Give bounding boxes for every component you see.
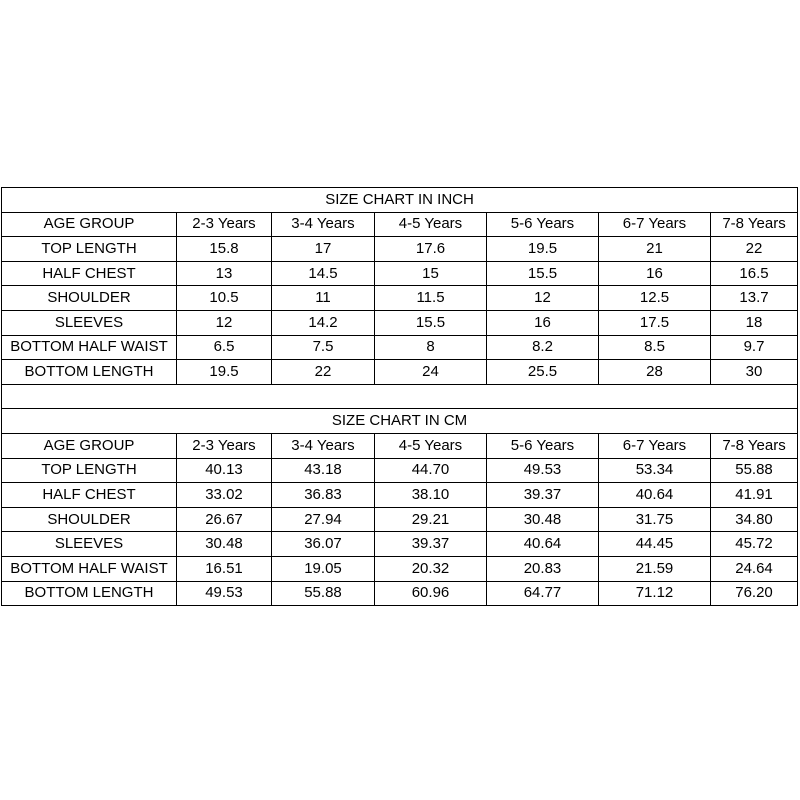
inch-value-cell: 8.2 (487, 335, 599, 360)
cm-value-cell: 60.96 (375, 581, 487, 606)
inch-row-label: HALF CHEST (2, 261, 177, 286)
inch-value-cell: 14.2 (272, 310, 375, 335)
cm-value-cell: 20.83 (487, 556, 599, 581)
inch-header-age: 6-7 Years (599, 212, 711, 237)
inch-value-cell: 15.5 (375, 310, 487, 335)
cm-value-cell: 20.32 (375, 556, 487, 581)
inch-value-cell: 11 (272, 286, 375, 311)
cm-value-cell: 34.80 (711, 507, 798, 532)
cm-header-age: 5-6 Years (487, 433, 599, 458)
inch-value-cell: 17.5 (599, 310, 711, 335)
inch-value-cell: 13 (177, 261, 272, 286)
inch-value-cell: 11.5 (375, 286, 487, 311)
inch-value-cell: 24 (375, 360, 487, 385)
cm-value-cell: 49.53 (177, 581, 272, 606)
cm-header-age: 2-3 Years (177, 433, 272, 458)
cm-table-row (2, 532, 798, 557)
cm-value-cell: 26.67 (177, 507, 272, 532)
inch-row-label: TOP LENGTH (2, 237, 177, 262)
inch-value-cell: 19.5 (487, 237, 599, 262)
cm-value-cell: 76.20 (711, 581, 798, 606)
cm-value-cell: 16.51 (177, 556, 272, 581)
inch-table-row (2, 261, 798, 286)
cm-value-cell: 40.13 (177, 458, 272, 483)
cm-value-cell: 53.34 (599, 458, 711, 483)
spacer-cell (2, 384, 798, 409)
cm-row-label: TOP LENGTH (2, 458, 177, 483)
cm-value-cell: 40.64 (487, 532, 599, 557)
inch-header-row (2, 212, 798, 237)
cm-value-cell: 21.59 (599, 556, 711, 581)
cm-table-row (2, 507, 798, 532)
inch-value-cell: 28 (599, 360, 711, 385)
inch-value-cell: 16 (487, 310, 599, 335)
inch-header-age: 5-6 Years (487, 212, 599, 237)
cm-header-label: AGE GROUP (2, 433, 177, 458)
cm-value-cell: 39.37 (375, 532, 487, 557)
cm-value-cell: 36.07 (272, 532, 375, 557)
inch-value-cell: 6.5 (177, 335, 272, 360)
inch-header-label: AGE GROUP (2, 212, 177, 237)
cm-table-row (2, 483, 798, 508)
inch-value-cell: 17 (272, 237, 375, 262)
spacer-row (2, 384, 798, 409)
cm-value-cell: 29.21 (375, 507, 487, 532)
inch-row-label: BOTTOM LENGTH (2, 360, 177, 385)
cm-header-row (2, 433, 798, 458)
inch-value-cell: 8 (375, 335, 487, 360)
inch-value-cell: 25.5 (487, 360, 599, 385)
cm-row-label: HALF CHEST (2, 483, 177, 508)
inch-value-cell: 19.5 (177, 360, 272, 385)
inch-value-cell: 10.5 (177, 286, 272, 311)
inch-row-label: SHOULDER (2, 286, 177, 311)
cm-value-cell: 71.12 (599, 581, 711, 606)
cm-value-cell: 24.64 (711, 556, 798, 581)
cm-value-cell: 64.77 (487, 581, 599, 606)
inch-header-age: 2-3 Years (177, 212, 272, 237)
cm-value-cell: 43.18 (272, 458, 375, 483)
cm-value-cell: 45.72 (711, 532, 798, 557)
inch-header-age: 7-8 Years (711, 212, 798, 237)
cm-value-cell: 40.64 (599, 483, 711, 508)
inch-value-cell: 17.6 (375, 237, 487, 262)
cm-row-label: BOTTOM LENGTH (2, 581, 177, 606)
cm-row-label: SLEEVES (2, 532, 177, 557)
cm-header-age: 3-4 Years (272, 433, 375, 458)
inch-value-cell: 22 (272, 360, 375, 385)
inch-value-cell: 12 (487, 286, 599, 311)
inch-value-cell: 9.7 (711, 335, 798, 360)
inch-header-age: 4-5 Years (375, 212, 487, 237)
cm-header-age: 6-7 Years (599, 433, 711, 458)
inch-table-row (2, 237, 798, 262)
cm-value-cell: 36.83 (272, 483, 375, 508)
size-chart-body (2, 188, 798, 606)
inch-value-cell: 16 (599, 261, 711, 286)
inch-table-row (2, 360, 798, 385)
cm-header-age: 4-5 Years (375, 433, 487, 458)
inch-value-cell: 16.5 (711, 261, 798, 286)
cm-value-cell: 33.02 (177, 483, 272, 508)
inch-table-row (2, 310, 798, 335)
inch-row-label: SLEEVES (2, 310, 177, 335)
inch-table-row (2, 286, 798, 311)
cm-value-cell: 55.88 (711, 458, 798, 483)
inch-value-cell: 8.5 (599, 335, 711, 360)
inch-value-cell: 7.5 (272, 335, 375, 360)
inch-title-row (2, 188, 798, 213)
cm-table-row (2, 458, 798, 483)
inch-chart-title: SIZE CHART IN INCH (2, 188, 798, 213)
inch-value-cell: 14.5 (272, 261, 375, 286)
cm-header-age: 7-8 Years (711, 433, 798, 458)
cm-value-cell: 41.91 (711, 483, 798, 508)
cm-value-cell: 55.88 (272, 581, 375, 606)
cm-table-row (2, 556, 798, 581)
inch-value-cell: 15.8 (177, 237, 272, 262)
inch-value-cell: 18 (711, 310, 798, 335)
inch-row-label: BOTTOM HALF WAIST (2, 335, 177, 360)
cm-row-label: BOTTOM HALF WAIST (2, 556, 177, 581)
size-chart-table (1, 187, 798, 606)
inch-value-cell: 30 (711, 360, 798, 385)
cm-value-cell: 30.48 (487, 507, 599, 532)
cm-value-cell: 44.70 (375, 458, 487, 483)
inch-header-age: 3-4 Years (272, 212, 375, 237)
cm-title-row (2, 409, 798, 434)
inch-value-cell: 21 (599, 237, 711, 262)
cm-value-cell: 30.48 (177, 532, 272, 557)
inch-value-cell: 12.5 (599, 286, 711, 311)
cm-value-cell: 39.37 (487, 483, 599, 508)
inch-value-cell: 12 (177, 310, 272, 335)
size-chart-container (1, 187, 797, 606)
cm-value-cell: 19.05 (272, 556, 375, 581)
inch-table-row (2, 335, 798, 360)
cm-value-cell: 49.53 (487, 458, 599, 483)
cm-row-label: SHOULDER (2, 507, 177, 532)
cm-table-row (2, 581, 798, 606)
cm-value-cell: 44.45 (599, 532, 711, 557)
cm-chart-title: SIZE CHART IN CM (2, 409, 798, 434)
cm-value-cell: 38.10 (375, 483, 487, 508)
cm-value-cell: 31.75 (599, 507, 711, 532)
inch-value-cell: 13.7 (711, 286, 798, 311)
inch-value-cell: 15 (375, 261, 487, 286)
inch-value-cell: 22 (711, 237, 798, 262)
cm-value-cell: 27.94 (272, 507, 375, 532)
inch-value-cell: 15.5 (487, 261, 599, 286)
